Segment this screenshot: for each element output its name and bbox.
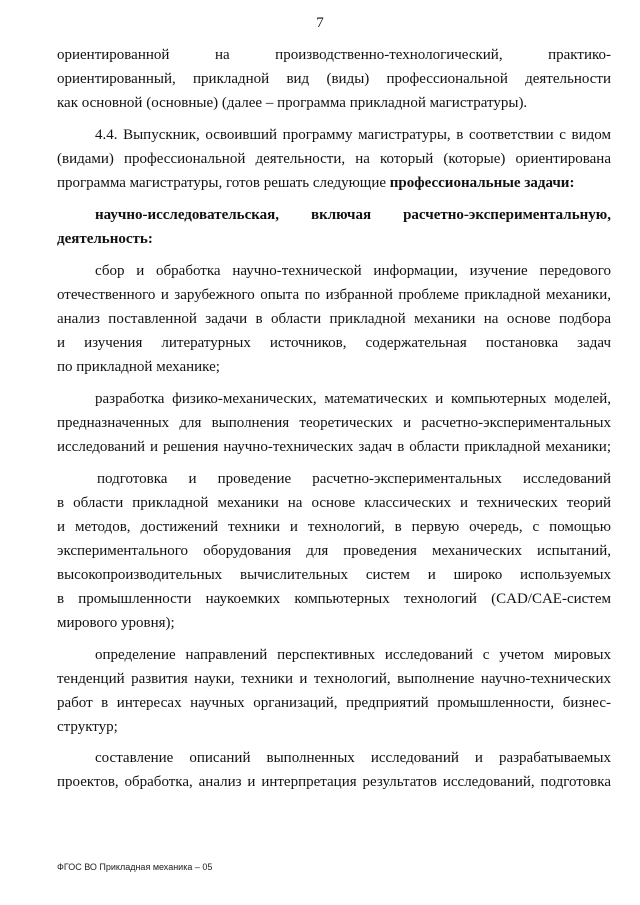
text-line: (видами) профессиональной деятельности, на который (которые) ориентирована (57, 151, 611, 167)
text-line: ориентированный, прикладной вид (виды) профессиональной деятельности (57, 71, 611, 87)
task-item-research-preparation (57, 467, 611, 635)
paragraph-intro-continuation (57, 43, 611, 115)
text-line: структур; (57, 719, 118, 735)
text-line: мирового уровня); (57, 615, 175, 631)
task-item-research-directions (57, 643, 611, 739)
text-line: работ в интересах научных организаций, предприятий промышленности, бизнес- (57, 695, 611, 711)
activity-heading (57, 203, 611, 251)
text-line: предназначенных для выполнения теоретических и расчетно-экспериментальных (57, 415, 611, 431)
text-line: 4.4. Выпускник, освоивший программу магистратуры, в соответствии с видом (95, 127, 611, 143)
task-item-model-development (57, 387, 611, 459)
text-line: тенденций развития науки, техники и технологий, выполнение научно-технических (57, 671, 611, 687)
text-line: составление описаний выполненных исследований и разрабатываемых (95, 750, 611, 766)
text-line: как основной (основные) (далее – программа прикладной магистратуры). (57, 95, 528, 111)
text-line (57, 171, 611, 195)
text-line: и изучения литературных источников, содержательная постановка задач (57, 335, 611, 351)
text-line: подготовка и проведение расчетно-экспериментальных исследований (97, 471, 611, 487)
text-line: анализ поставленной задачи в области прикладной механики на основе подбора (57, 311, 611, 327)
text-line: деятельность: (57, 231, 153, 247)
text-line: разработка физико-механических, математических и компьютерных моделей, (95, 391, 611, 407)
text-line: исследований и решения научно-технических задач в области прикладной механики; (57, 439, 611, 455)
text-line: научно-исследовательская, включая расчетно-экспериментальную, (95, 207, 611, 223)
text-line: экспериментального оборудования для проведения механических испытаний, (57, 543, 611, 559)
text-line: высокопроизводительных вычислительных систем и широко используемых (57, 567, 611, 583)
text-line: и методов, достижений техники и технологий, в первую очередь, с помощью (57, 519, 611, 535)
text-line: сбор и обработка научно-технической информации, изучение передового (95, 263, 611, 279)
text-line: ориентированной на производственно-технологический, практико- (57, 47, 611, 63)
paragraph-4-4 (57, 123, 611, 195)
text-line: определение направлений перспективных исследований с учетом мировых (95, 647, 611, 663)
page-number: 7 (316, 15, 324, 31)
bold-heading-fragment: профессиональные задачи: (389, 175, 575, 191)
text-line: по прикладной механике; (57, 359, 220, 375)
text-line: в промышленности наукоемких компьютерных технологий (CAD/CAE-систем (57, 591, 611, 607)
text-line: проектов, обработка, анализ и интерпретация результатов исследований, подготовка (57, 774, 611, 790)
text-line: отечественного и зарубежного опыта по избранной проблеме прикладной механики, (57, 287, 611, 303)
task-item-data-collection (57, 259, 611, 379)
document-footer: ФГОС ВО Прикладная механика – 05 (57, 862, 213, 872)
task-item-reporting (57, 746, 611, 794)
text-fragment: программа магистратуры, готов решать следующие (57, 175, 390, 191)
text-line: в области прикладной механики на основе классических и технических теорий (57, 495, 611, 511)
document-body (57, 43, 611, 794)
